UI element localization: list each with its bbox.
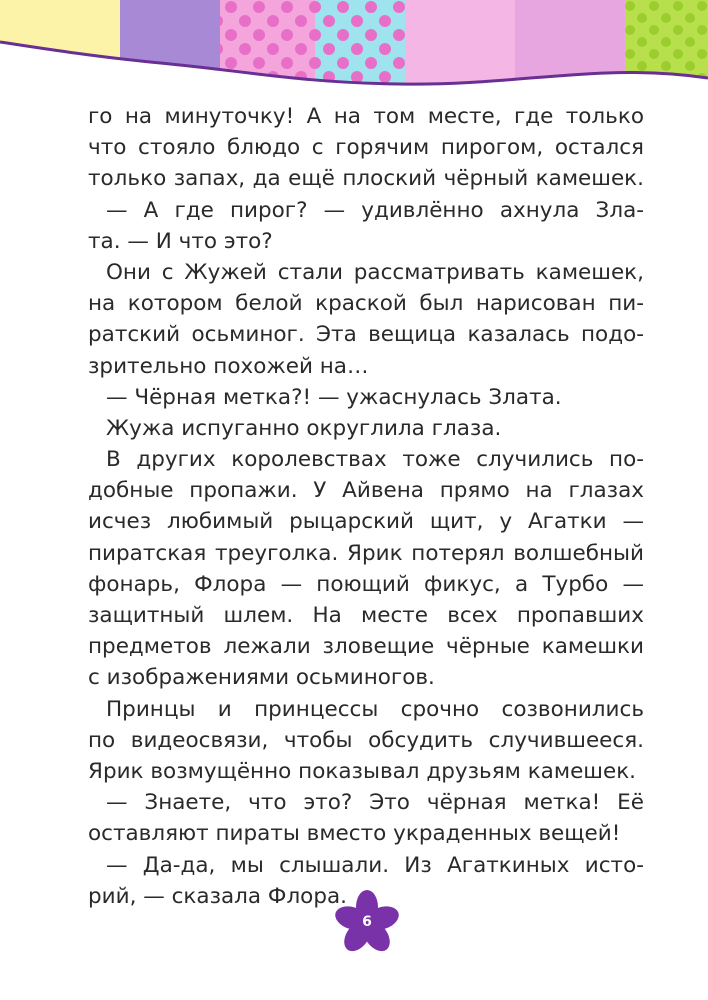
text-line: го на минуточку! А на том месте, где только — [88, 104, 644, 129]
text-line: с изображениями осьминогов. — [88, 665, 435, 691]
banner-strip-purple — [120, 0, 220, 100]
text-line: Жужа испуганно округлила глаза. — [106, 415, 502, 441]
text-line: В других королевствах тоже случились по- — [106, 447, 644, 473]
text-line: пиратская треуголка. Ярик потерял волшебный — [88, 540, 644, 566]
banner-strip-green-dots — [625, 0, 708, 100]
banner-strip-pink-dots — [220, 0, 315, 100]
text-line: исчез любимый рыцарский щит, у Агатки — — [88, 509, 644, 535]
text-line: предметов лежали зловещие чёрные камешки — [88, 634, 644, 660]
text-line: — Чёрная метка?! — ужаснулась Злата. — [106, 384, 562, 410]
text-line: фонарь, Флора — поющий фикус, а Турбо — — [88, 571, 644, 597]
text-line: та. — И что это? — [88, 228, 273, 254]
text-line: — Знаете, что это? Это чёрная метка! Её — [106, 790, 644, 816]
banner-strip-lilac — [515, 0, 625, 100]
text-line: — А где пирог? — удивлённо ахнула Зла- — [106, 197, 644, 223]
text-line: на котором белой краской был нарисован пи- — [88, 291, 644, 317]
text-line: Ярик возмущённо показывал друзьям камешек. — [88, 758, 637, 784]
text-line: Принцы и принцессы срочно созвонились — [106, 696, 644, 722]
text-line: только запах, да ещё плоский чёрный камешек. — [88, 166, 644, 192]
text-line: — Да-да, мы слышали. Из Агаткиных исто- — [106, 852, 644, 878]
text-line: рий, — сказала Флора. — [88, 883, 347, 909]
page-number: 6 — [362, 914, 372, 930]
text-line: зрительно похожей на… — [88, 353, 369, 379]
text-line: что стояло блюдо с горячим пирогом, остался — [88, 135, 644, 161]
text-line: оставляют пираты вместо украденных вещей! — [88, 821, 621, 847]
text-line: защитный шлем. На месте всех пропавших — [88, 603, 644, 628]
decorative-banner — [0, 0, 708, 100]
text-line: ратский осьминог. Эта вещица казалась подо- — [88, 322, 644, 348]
story-text — [88, 101, 644, 912]
text-line: Они с Жужей стали рассматривать камешек, — [106, 259, 644, 285]
text-line: добные пропажи. У Айвена прямо на глазах — [88, 478, 644, 504]
text-line: по видеосвязи, чтобы обсудить случившееся. — [88, 727, 644, 753]
